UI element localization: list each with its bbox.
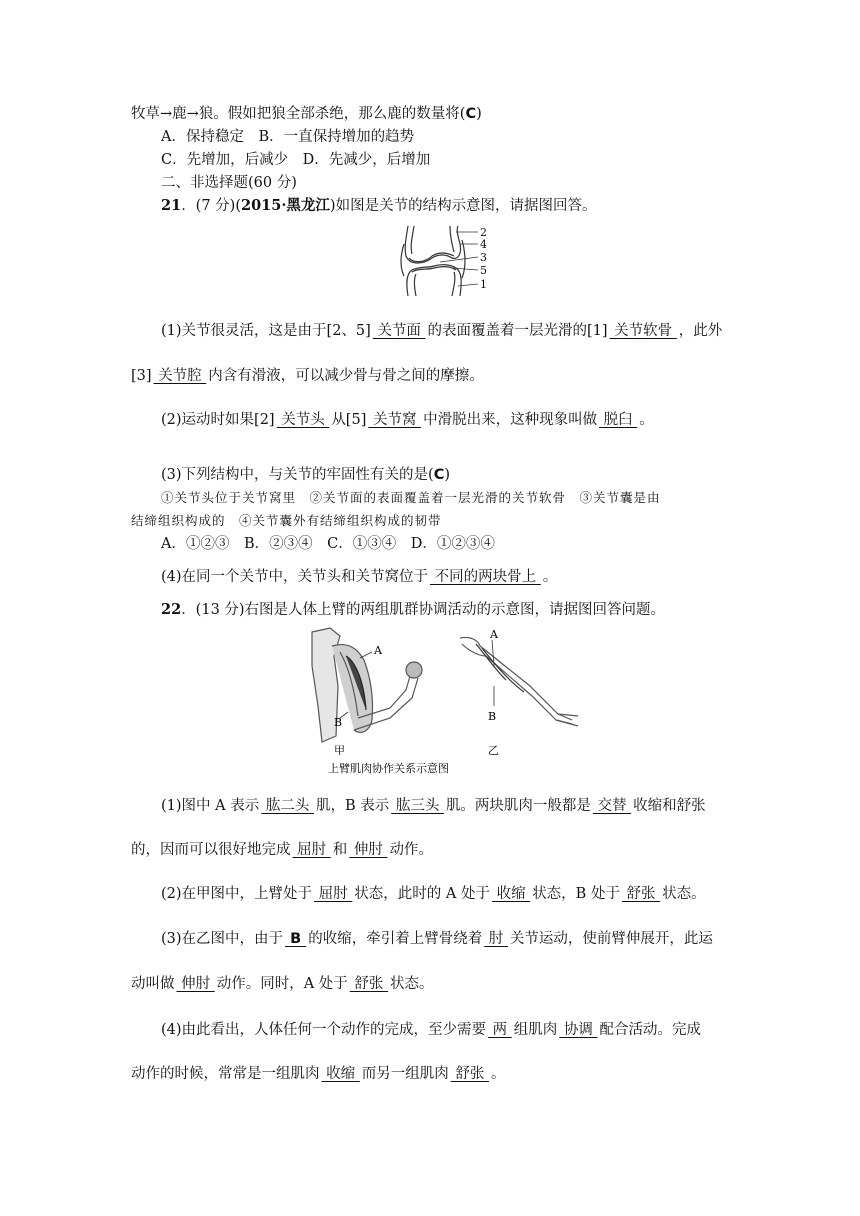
prev-question-answer: C bbox=[465, 106, 477, 122]
q21-part1-line1 bbox=[161, 321, 722, 341]
answer-blank: 关节软骨 bbox=[609, 323, 677, 339]
q22-part1-line2 bbox=[131, 840, 433, 860]
q22-p2-text: (2)在甲图中，上臂处于 bbox=[161, 886, 313, 902]
q22-number: 22 bbox=[161, 601, 182, 618]
q21-part2 bbox=[161, 410, 654, 430]
q21-p4-text: (4)在同一个关节中，关节头和关节窝位于 bbox=[161, 569, 429, 585]
joint-structure-figure bbox=[400, 224, 492, 300]
answer-blank: 肱二头 bbox=[261, 798, 314, 814]
answer-blank: 关节面 bbox=[372, 323, 426, 339]
q22-p4-text: 。 bbox=[490, 1066, 506, 1082]
q21-p3-answer: C bbox=[433, 467, 445, 483]
q22-part2 bbox=[161, 884, 706, 904]
joint-label-3: 3 bbox=[480, 251, 487, 264]
q22-p4-text: (4)由此看出，人体任何一个动作的完成，至少需要 bbox=[161, 1022, 487, 1038]
joint-label-4: 4 bbox=[480, 238, 487, 251]
q21-statements-1: ①关节头位于关节窝里 ②关节面的表面覆盖着一层光滑的关节软骨 ③关节囊是由 bbox=[161, 490, 661, 505]
q21-stem bbox=[161, 196, 597, 216]
joint-label-2: 2 bbox=[480, 226, 487, 239]
q21-source: 2015·黑龙江 bbox=[241, 197, 330, 214]
q21-p2-text: 从[5] bbox=[331, 412, 367, 428]
q22-stem-text: ．(13 分)右图是人体上臂的两组肌群协调活动的示意图，请据图回答问题。 bbox=[181, 602, 666, 618]
answer-blank: 伸肘 bbox=[176, 976, 215, 992]
q22-p4-text: 动作的时候，常常是一组肌肉 bbox=[131, 1066, 320, 1082]
answer-blank: 屈肘 bbox=[292, 842, 331, 858]
q22-part3-line1 bbox=[161, 929, 713, 949]
q22-p3-text: 动叫做 bbox=[131, 976, 175, 992]
prev-question-options-1: A．保持稳定 B．一直保持增加的趋势 bbox=[161, 129, 415, 145]
q21-part4 bbox=[161, 567, 557, 587]
joint-label-1: 1 bbox=[480, 278, 487, 291]
answer-blank: 交替 bbox=[592, 798, 632, 814]
section-title: 二、非选择题(60 分) bbox=[161, 175, 297, 191]
q21-p4-text: 。 bbox=[542, 569, 558, 585]
fig-label-A-left: A bbox=[374, 644, 382, 657]
q21-p1-text: [3] bbox=[131, 368, 152, 384]
q21-options: A．①②③ B．②③④ C．①③④ D．①②③④ bbox=[161, 536, 495, 552]
answer-blank: 脱臼 bbox=[599, 412, 638, 428]
answer-blank: 肱三头 bbox=[391, 798, 444, 814]
q21-p1-text: 的表面覆盖着一层光滑的[1] bbox=[427, 323, 608, 339]
extended-arm-drawing bbox=[460, 637, 578, 726]
q22-p1-text: 和 bbox=[332, 842, 348, 858]
answer-blank: B bbox=[285, 931, 307, 947]
joint-label-5: 5 bbox=[480, 264, 487, 277]
fig-label-jia: 甲 bbox=[334, 744, 345, 757]
q22-part4-line2 bbox=[131, 1064, 505, 1084]
q22-p4-text: 而另一组肌肉 bbox=[361, 1066, 449, 1082]
q21-statements-2: 结缔组织构成的 ④关节囊外有结缔组织构成的韧带 bbox=[131, 513, 442, 528]
fig-label-A-right: A bbox=[490, 628, 498, 641]
q22-p4-text: 组肌肉 bbox=[513, 1022, 558, 1038]
q22-p1-text: 动作。 bbox=[389, 842, 433, 858]
fig-label-B-right: B bbox=[488, 710, 497, 723]
q22-p1-text: 肌。两块肌肉一般都是 bbox=[445, 798, 591, 814]
q22-p3-text: 的收缩，牵引着上臂骨绕着 bbox=[308, 931, 483, 947]
q22-p3-text: (3)在乙图中，由于 bbox=[161, 931, 284, 947]
arm-muscle-figure bbox=[310, 626, 590, 776]
q21-part1-line2 bbox=[131, 366, 484, 386]
q22-stem bbox=[161, 600, 665, 620]
answer-blank: 伸肘 bbox=[349, 842, 388, 858]
answer-blank: 协调 bbox=[559, 1022, 598, 1038]
q22-p3-text: 动作。同时，A 处于 bbox=[216, 976, 348, 992]
flexed-arm-drawing bbox=[312, 628, 422, 742]
q22-p2-text: 状态。 bbox=[662, 886, 706, 902]
q21-number: 21 bbox=[161, 197, 182, 214]
q21-part3 bbox=[161, 465, 450, 485]
q21-stem-text: )如图是关节的结构示意图，请据图回答。 bbox=[329, 198, 597, 214]
q21-p1-text: 内含有滑液，可以减少骨与骨之间的摩擦。 bbox=[208, 368, 484, 384]
prev-question-line bbox=[131, 104, 482, 124]
answer-blank: 不同的两块骨上 bbox=[430, 569, 541, 585]
answer-blank: 舒张 bbox=[621, 886, 661, 902]
answer-blank: 屈肘 bbox=[314, 886, 353, 902]
answer-blank: 关节腔 bbox=[153, 368, 207, 384]
answer-blank: 肘 bbox=[484, 931, 508, 947]
q21-p3-text: (3)下列结构中，与关节的牢固性有关的是( bbox=[161, 467, 434, 483]
q22-part1-line1 bbox=[161, 796, 706, 816]
q22-p2-text: 状态，B 处于 bbox=[532, 886, 620, 902]
answer-blank: 收缩 bbox=[491, 886, 531, 902]
q22-p1-text: 的，因而可以很好地完成 bbox=[131, 842, 291, 858]
q22-p4-text: 配合活动。完成 bbox=[599, 1022, 701, 1038]
q21-score: ．(7 分)( bbox=[181, 198, 241, 214]
prev-question-options-2: C．先增加，后减少 D．先减少，后增加 bbox=[161, 152, 431, 168]
fig-label-B-left: B bbox=[334, 716, 343, 729]
q21-p2-text: (2)运动时如果[2] bbox=[161, 412, 275, 428]
q21-p2-text: 中滑脱出来，这种现象叫做 bbox=[423, 412, 598, 428]
q22-p1-text: 肌，B 表示 bbox=[315, 798, 390, 814]
fig-caption: 上臂肌肉协作关系示意图 bbox=[328, 762, 449, 775]
answer-blank: 舒张 bbox=[450, 1066, 489, 1082]
q22-p3-text: 状态。 bbox=[390, 976, 434, 992]
answer-blank: 关节窝 bbox=[368, 412, 422, 428]
paren-close: ) bbox=[444, 467, 451, 483]
q21-p2-text: 。 bbox=[639, 412, 654, 428]
answer-blank: 收缩 bbox=[321, 1066, 360, 1082]
q21-p1-text: ，此外 bbox=[678, 323, 723, 339]
q22-p1-text: 收缩和舒张 bbox=[633, 798, 706, 814]
answer-blank: 舒张 bbox=[349, 976, 389, 992]
prev-question-text: 牧草→鹿→狼。假如把狼全部杀绝，那么鹿的数量将( bbox=[131, 106, 466, 122]
answer-blank: 两 bbox=[488, 1022, 512, 1038]
fig-label-yi: 乙 bbox=[488, 744, 499, 757]
q22-part3-line2 bbox=[131, 974, 434, 994]
q22-part4-line1 bbox=[161, 1020, 701, 1040]
q22-p1-text: (1)图中 A 表示 bbox=[161, 798, 260, 814]
q22-p2-text: 状态，此时的 A 处于 bbox=[354, 886, 490, 902]
paren-close: ) bbox=[476, 106, 482, 122]
answer-blank: 关节头 bbox=[276, 412, 330, 428]
q22-p3-text: 关节运动，使前臂伸展开，此运 bbox=[509, 931, 713, 947]
q21-p1-text: (1)关节很灵活，这是由于[2、5] bbox=[161, 323, 371, 339]
